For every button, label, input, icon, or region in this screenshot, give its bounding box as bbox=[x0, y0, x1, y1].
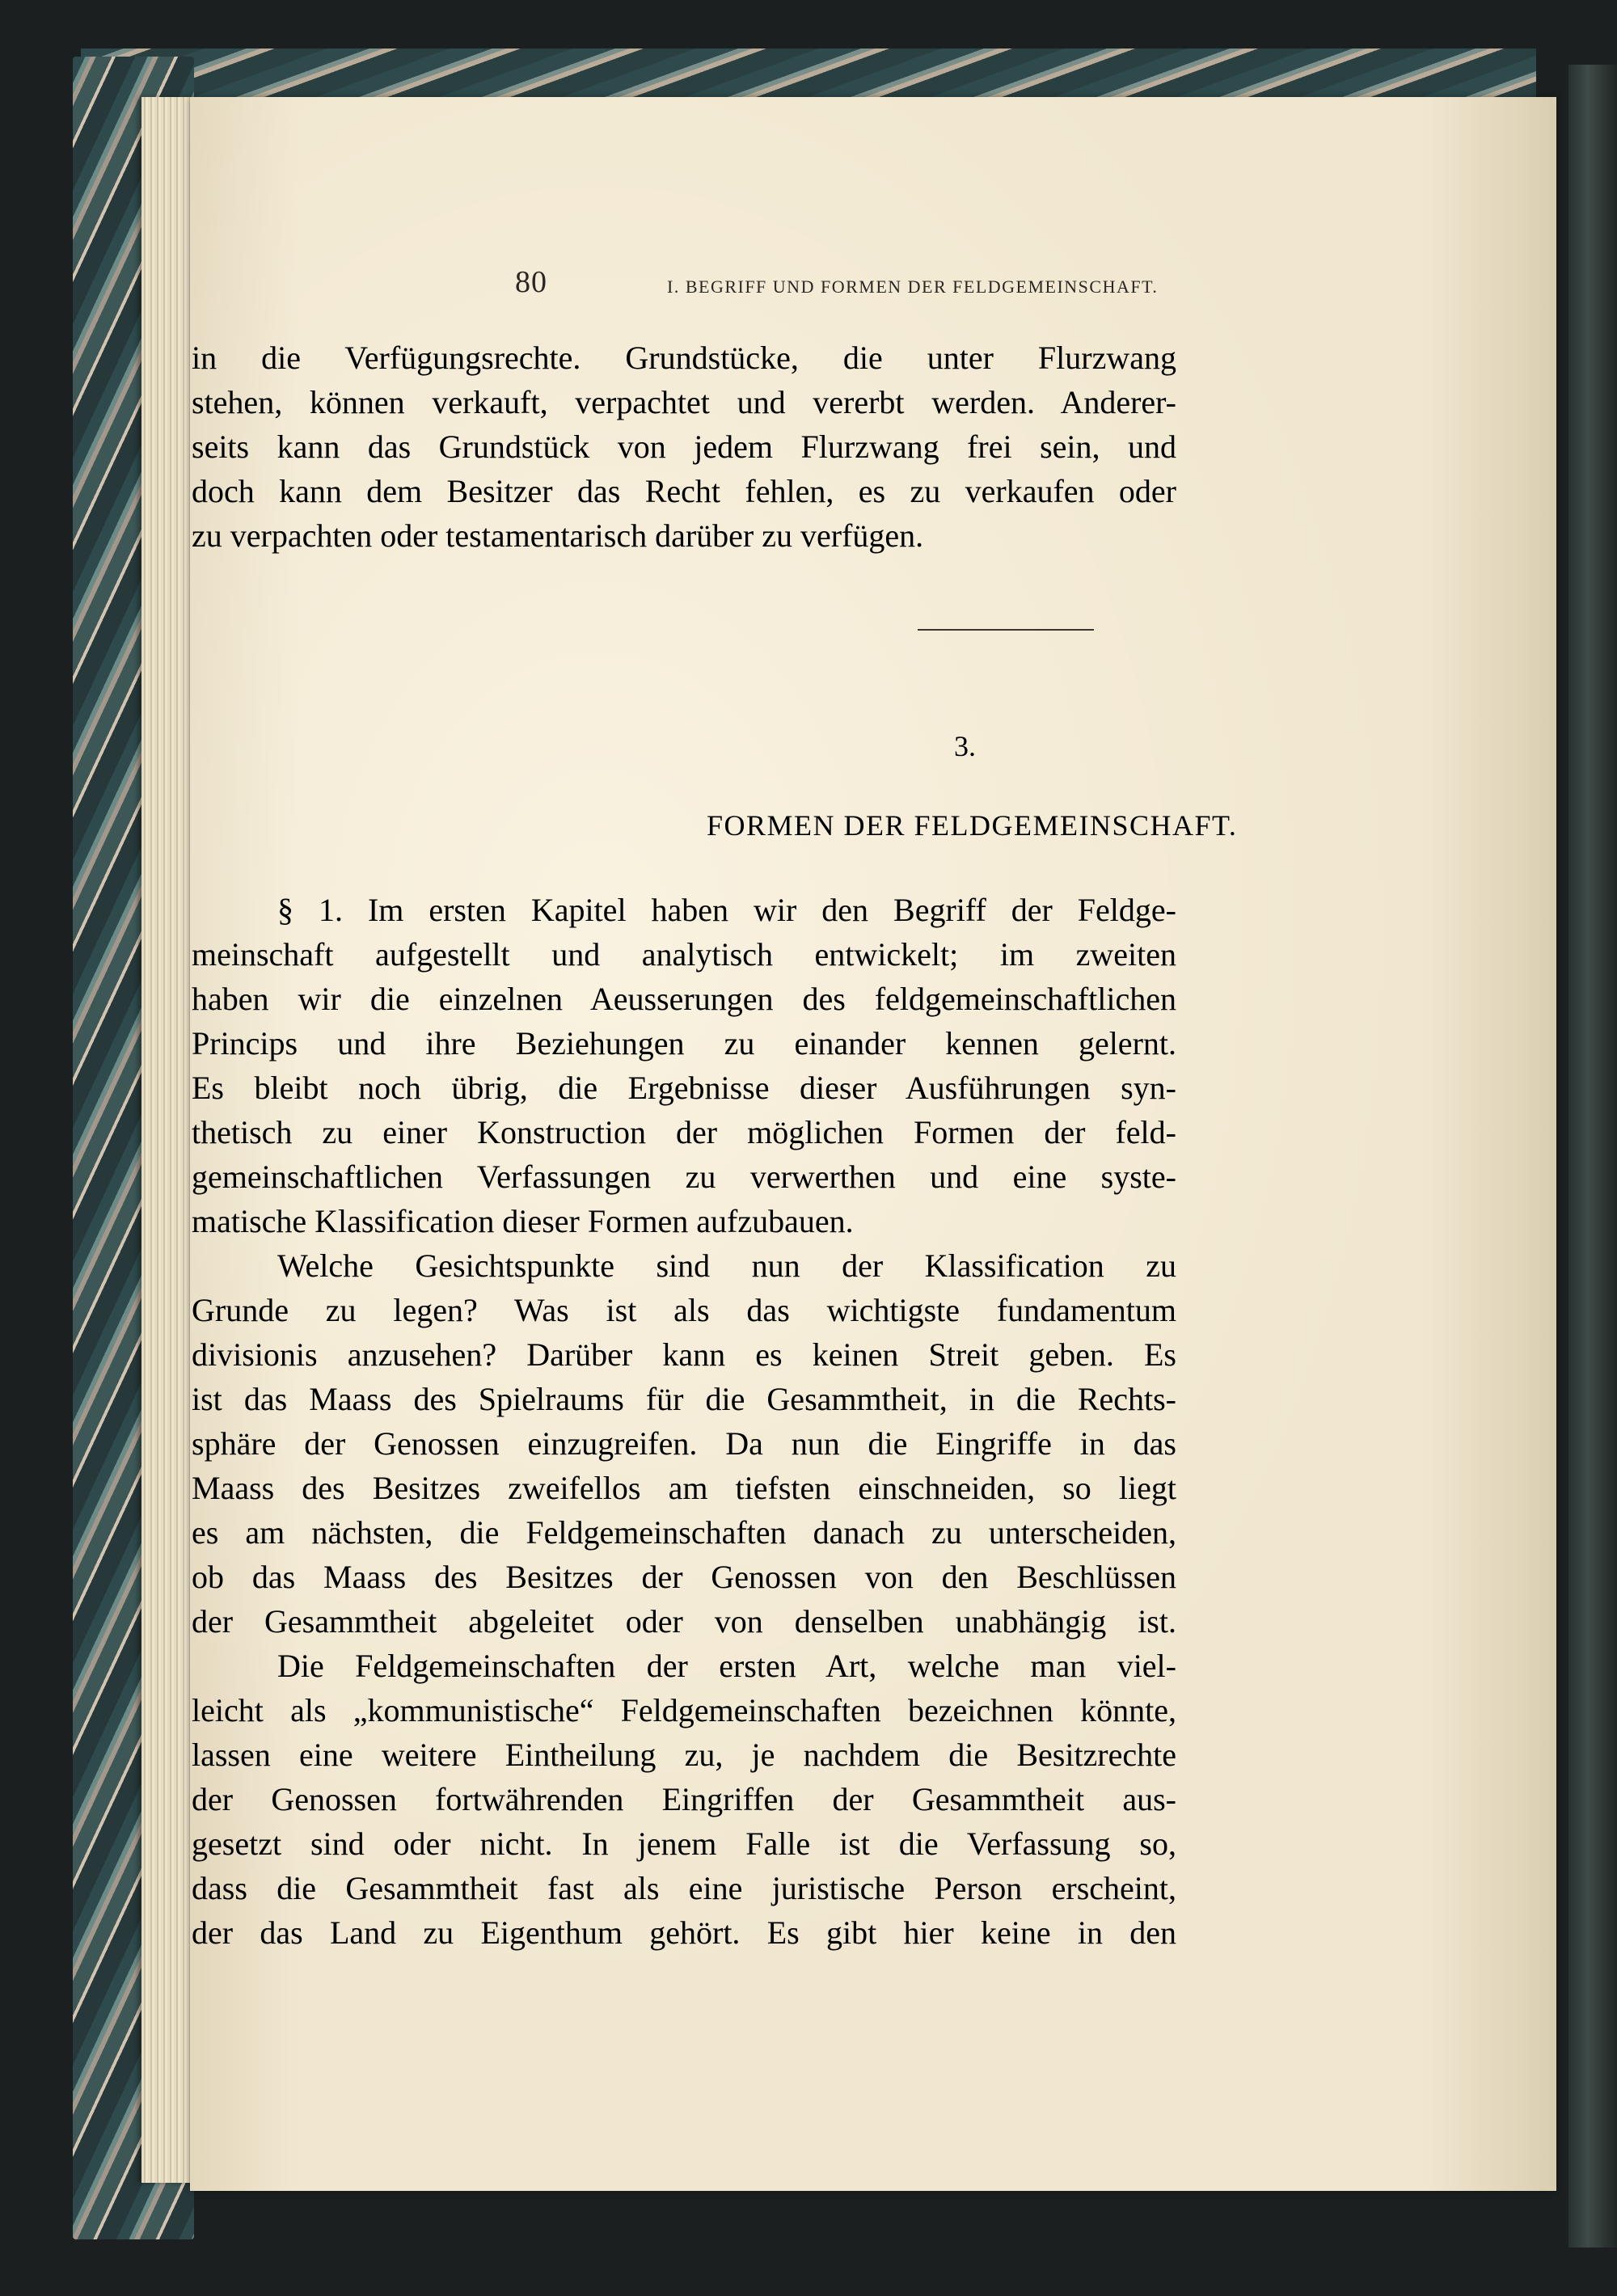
text-line: Es bleibt noch übrig, die Ergebnisse dieser Ausführungen syn- bbox=[192, 1070, 1176, 1106]
text-line: ist das Maass des Spielraums für die Gesammtheit, in die Rechts- bbox=[192, 1381, 1176, 1417]
text-line: § 1. Im ersten Kapitel haben wir den Begriff der Feldge- bbox=[277, 892, 1176, 928]
running-head bbox=[327, 267, 1504, 323]
text-line: leicht als „kommunistische“ Feldgemeinschaften bezeichnen könnte, bbox=[192, 1692, 1176, 1728]
text-line: der das Land zu Eigenthum gehört. Es gibt hier keine in den bbox=[192, 1914, 1176, 1951]
text-line: thetisch zu einer Konstruction der möglichen Formen der feld- bbox=[192, 1114, 1176, 1150]
paragraph-1 bbox=[192, 888, 1176, 1243]
text-line: Welche Gesichtspunkte sind nun der Klassification zu bbox=[277, 1247, 1176, 1284]
text-line: dass die Gesammtheit fast als eine juristische Person erscheint, bbox=[192, 1870, 1176, 1906]
text-line: der Gesammtheit abgeleitet oder von denselben unabhängig ist. bbox=[192, 1603, 1176, 1640]
section-divider bbox=[918, 629, 1094, 631]
section-title: FORMEN DER FELDGEMEINSCHAFT. bbox=[707, 809, 1238, 842]
paragraph-2 bbox=[192, 1243, 1176, 1644]
text-line: Grunde zu legen? Was ist als das wichtigste fundamentum bbox=[192, 1292, 1176, 1328]
text-line: divisionis anzusehen? Darüber kann es keinen Streit geben. Es bbox=[192, 1336, 1176, 1373]
page-content bbox=[327, 267, 1504, 323]
text-line: meinschaft aufgestellt und analytisch entwickelt; im zweiten bbox=[192, 936, 1176, 973]
text-line: gesetzt sind oder nicht. In jenem Falle ist die Verfassung so, bbox=[192, 1825, 1176, 1862]
text-line: Princips und ihre Beziehungen zu einander kennen gelernt. bbox=[192, 1025, 1176, 1061]
text-line: haben wir die einzelnen Aeusserungen des feldgemeinschaftlichen bbox=[192, 981, 1176, 1017]
text-line: der Genossen fortwährenden Eingriffen der Gesammtheit aus- bbox=[192, 1781, 1176, 1817]
paragraph-3 bbox=[192, 1644, 1176, 1955]
section-number: 3. bbox=[954, 730, 976, 762]
text-line: es am nächsten, die Feldgemeinschaften danach zu unterscheiden, bbox=[192, 1514, 1176, 1551]
intro-paragraph bbox=[192, 336, 1176, 558]
text-line: ob das Maass des Besitzes der Genossen von den Beschlüssen bbox=[192, 1559, 1176, 1595]
text-line: Die Feldgemeinschaften der ersten Art, welche man viel- bbox=[277, 1648, 1176, 1684]
text-line: gemeinschaftlichen Verfassungen zu verwerthen und eine syste- bbox=[192, 1159, 1176, 1195]
text-line: stehen, können verkauft, verpachtet und vererbt werden. Anderer- bbox=[192, 384, 1176, 420]
text-line: Maass des Besitzes zweifellos am tiefsten einschneiden, so liegt bbox=[192, 1470, 1176, 1506]
text-line: seits kann das Grundstück von jedem Flurzwang frei sein, und bbox=[192, 428, 1176, 465]
running-title: I. BEGRIFF UND FORMEN DER FELDGEMEINSCHAFT. bbox=[667, 276, 1159, 297]
text-line: matische Klassification dieser Formen aufzubauen. bbox=[192, 1203, 854, 1239]
binding-right bbox=[1568, 65, 1617, 2247]
text-line: lassen eine weitere Eintheilung zu, je nachdem die Besitzrechte bbox=[192, 1737, 1176, 1773]
text-line: zu verpachten oder testamentarisch darüber zu verfügen. bbox=[192, 517, 924, 554]
text-line: sphäre der Genossen einzugreifen. Da nun die Eingriffe in das bbox=[192, 1425, 1176, 1462]
text-line: in die Verfügungsrechte. Grundstücke, die unter Flurzwang bbox=[192, 340, 1176, 376]
page-number: 80 bbox=[515, 265, 547, 299]
text-line: doch kann dem Besitzer das Recht fehlen, es zu verkaufen oder bbox=[192, 473, 1176, 509]
